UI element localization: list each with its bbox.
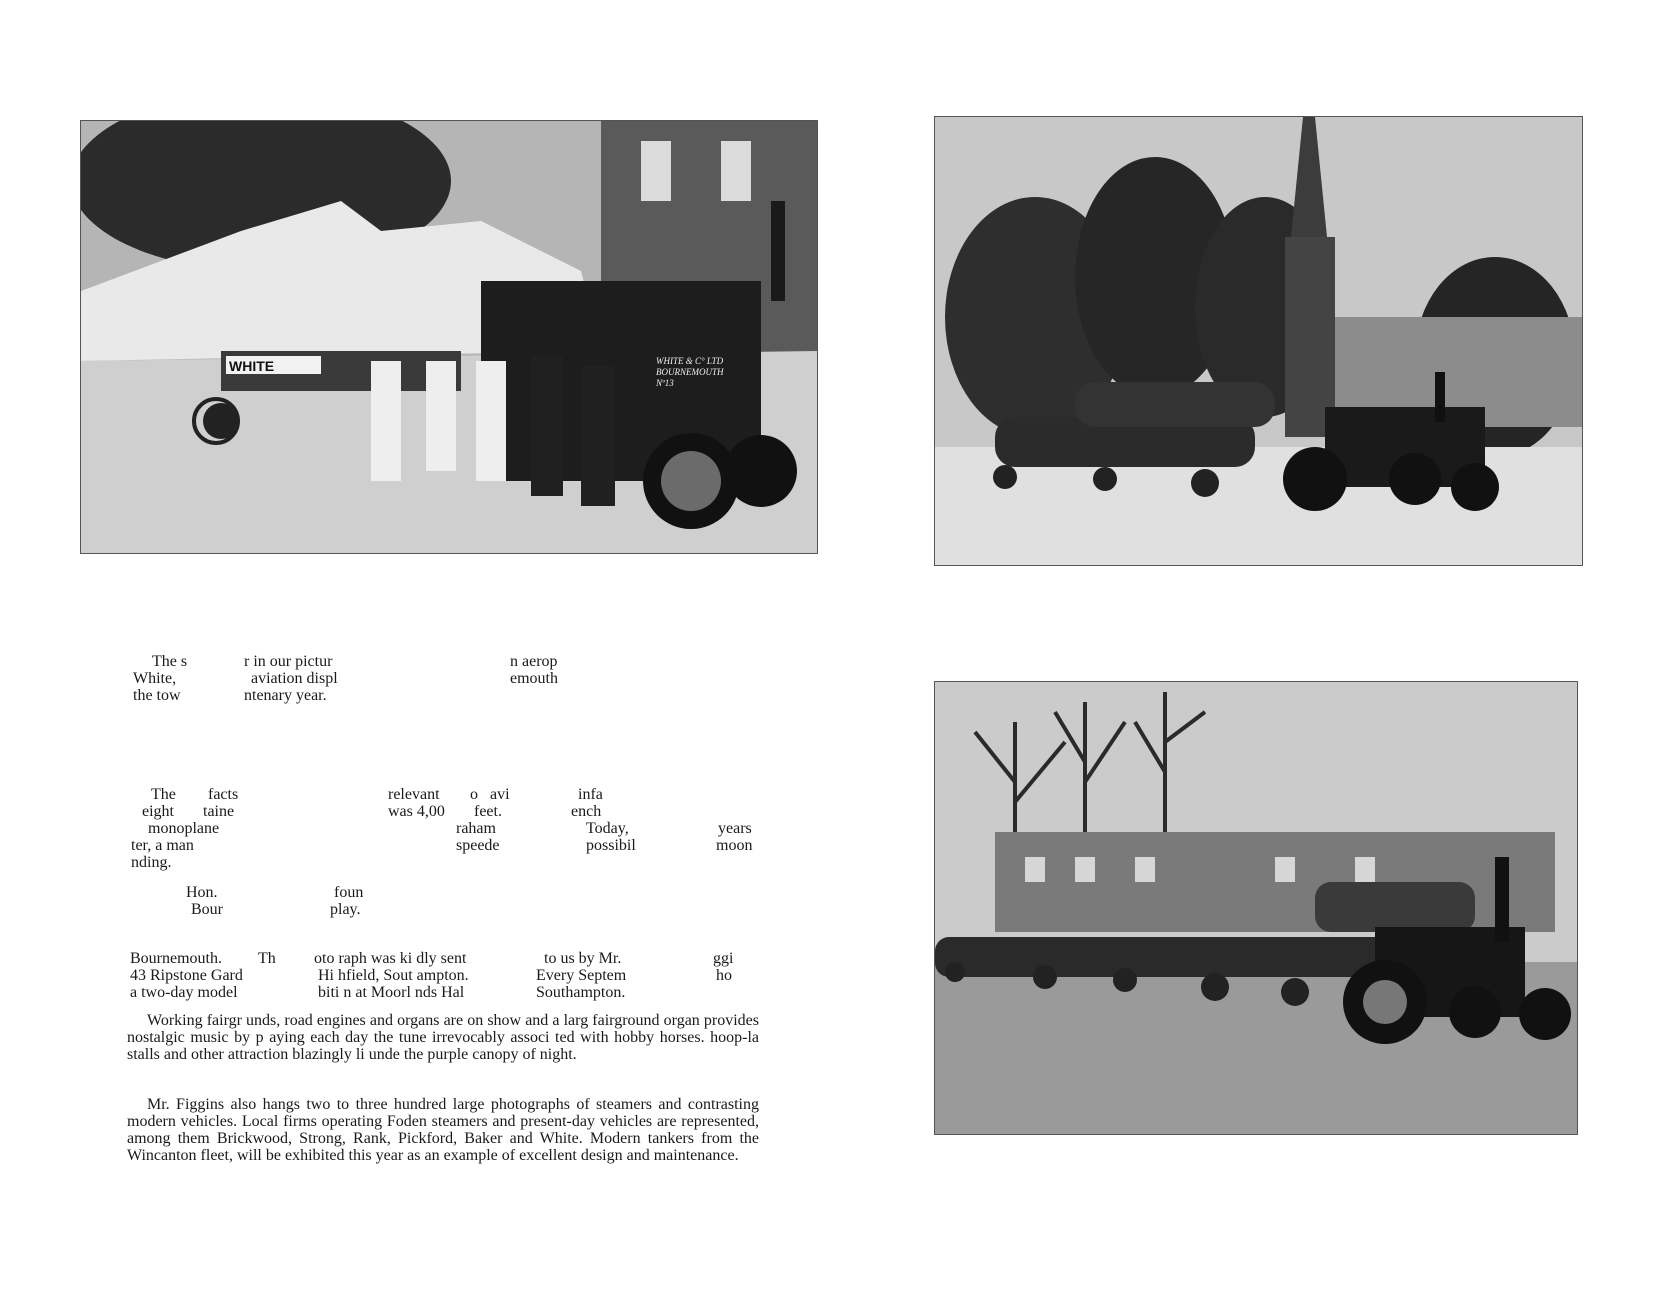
caption2-r3-3: years xyxy=(718,820,752,837)
caption2-r1-0: The xyxy=(151,786,176,803)
caption4-r1-2: oto raph was ki dly sent xyxy=(314,950,467,967)
caption1-line1-a: The s xyxy=(152,653,188,670)
caption4-r1-3: to us by Mr. xyxy=(544,950,622,967)
caption2-r4-0: ter, a man xyxy=(131,837,194,854)
photo-log-train-drawing xyxy=(935,682,1577,1134)
caption1-line2-a: White, xyxy=(133,670,177,687)
caption2-r3-0: monoplane xyxy=(148,820,220,837)
photo-traction-engine-spire-drawing xyxy=(935,117,1582,565)
caption2-r1-4: avi xyxy=(490,786,510,803)
caption2-r1-5: infa xyxy=(578,786,603,803)
caption2-r2-4: ench xyxy=(571,803,602,820)
caption4-r2-0: 43 Ripstone Gard xyxy=(130,967,243,984)
photo-traction-engine-log-train xyxy=(934,681,1578,1135)
lorry-sign: WHITE & C° LTD BOURNEMOUTH Nº13 xyxy=(656,356,724,388)
caption2-r1-3: o xyxy=(470,786,478,803)
photo-steam-lorry-drawing xyxy=(81,121,817,553)
caption1-line1-c: n aerop xyxy=(510,653,558,670)
caption4-r3-1: biti n at Moorl nds Hal xyxy=(318,984,465,1001)
trailer-sign: WHITE xyxy=(229,358,275,374)
photo-steam-lorry-aeroplane xyxy=(80,120,818,554)
caption2-r2-1: taine xyxy=(203,803,235,820)
caption4-r2-1: Hi hfield, Sout ampton. xyxy=(318,967,469,984)
caption1-line3-a: the tow xyxy=(133,687,181,704)
caption4-r1-0: Bournemouth. xyxy=(130,950,222,967)
caption2-r4-3: moon xyxy=(716,837,753,854)
caption2-r1-2: relevant xyxy=(388,786,440,803)
paragraph-photographs: Mr. Figgins also hangs two to three hundred large photographs of steamers and contrasting modern vehicles. Local firms operating Foden steamers and present-day vehicles are represented, among them Brickwood, Strong, Rank, Pickford, Baker and White. Modern tankers from the Wincanton fleet, will be exhibited this year as an example of excellent design and maintenance. xyxy=(127,1096,759,1164)
caption2-r2-3: feet. xyxy=(474,803,502,820)
caption4-r3-0: a two-day model xyxy=(130,984,238,1001)
caption3-r1-0: Hon. xyxy=(186,884,218,901)
caption4-r1-1: Th xyxy=(258,950,276,967)
caption2-r5-0: nding. xyxy=(131,854,172,871)
caption1-line3-b: ntenary year. xyxy=(244,687,327,704)
caption2-r2-0: eight xyxy=(142,803,174,820)
caption2-r2-2: was 4,00 xyxy=(388,803,445,820)
caption1-line2-b: aviation displ xyxy=(251,670,338,687)
photo-traction-engine-logs-spire xyxy=(934,116,1583,566)
paragraph-fairground: Working fairgr unds, road engines and organs are on show and a larg fairground organ provides nostalgic music by p aying each day the tune irrevocably associ ted with hobby horses. hoop-la stalls and other attraction blazingly li unde the purple canopy of night. xyxy=(127,1012,759,1063)
caption2-r4-2: possibil xyxy=(586,837,636,854)
caption2-r1-1: facts xyxy=(208,786,239,803)
caption2-r3-1: raham xyxy=(456,820,496,837)
caption4-r1-4: ggi xyxy=(713,950,734,967)
caption3-r1-1: foun xyxy=(334,884,364,901)
caption2-r4-1: speede xyxy=(456,837,500,854)
caption1-line2-c: emouth xyxy=(510,670,558,687)
caption4-r2-3: ho xyxy=(716,967,732,984)
caption3-r2-1: play. xyxy=(330,901,361,918)
caption3-r2-0: Bour xyxy=(191,901,223,918)
caption4-r2-2: Every Septem xyxy=(536,967,627,984)
caption4-r3-2: Southampton. xyxy=(536,984,626,1001)
caption1-line1-b: r in our pictur xyxy=(244,653,333,670)
caption2-r3-2: Today, xyxy=(586,820,629,837)
